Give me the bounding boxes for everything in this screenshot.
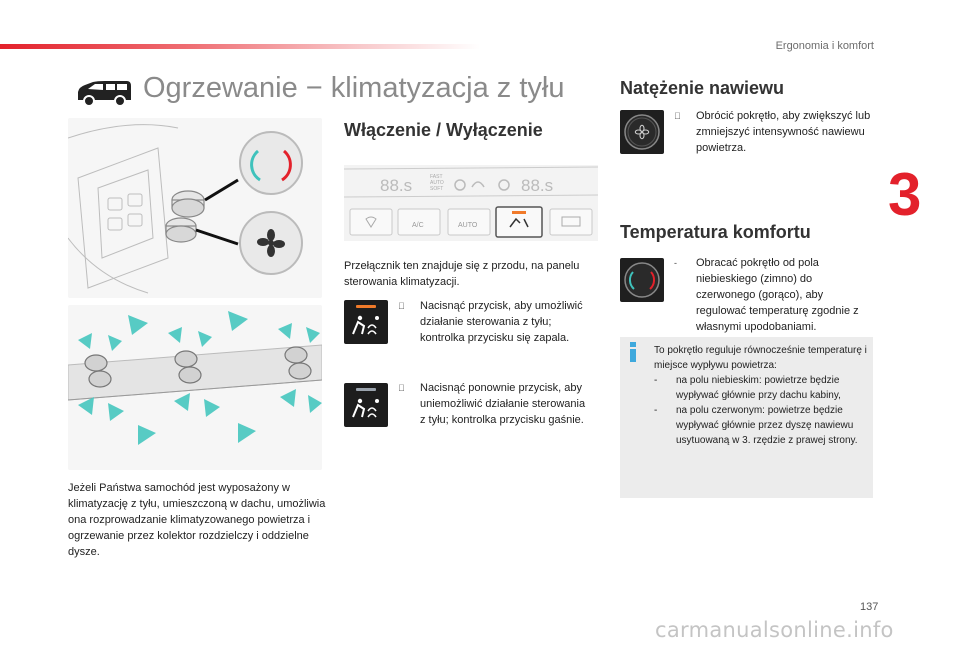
step-disable-rear: Nacisnąć ponownie przycisk, aby uniemożliwić działanie sterowania z tyłu; kontrolka przycisku gaśnie. [398, 380, 586, 428]
rear-climate-button-on-icon [344, 300, 388, 344]
dash-marker: - [674, 258, 677, 268]
mode-auto-label: AUTO [430, 180, 444, 186]
page-title: Ogrzewanie − klimatyzacja z tyłu [143, 72, 565, 104]
chapter-number: 3 [888, 161, 922, 228]
front-control-panel [344, 165, 598, 241]
info-text [654, 343, 868, 448]
defrost-button [350, 209, 392, 235]
indicator-led-off [356, 388, 376, 391]
page-number: 137 [860, 601, 879, 613]
airflow-heading: Natężenie nawiewu [620, 78, 785, 98]
on-off-intro: Przełącznik ten znajduje się z przodu, na panelu sterowania klimatyzacji. [344, 260, 580, 288]
header-accent-bar [0, 44, 480, 49]
right-temp-display: 88.s [521, 176, 554, 195]
mode-soft-label: SOFT [430, 186, 444, 192]
auto-label: AUTO [458, 222, 478, 229]
bullet-icon [398, 298, 405, 314]
info-icon [628, 342, 638, 362]
roof-vents-illustration [68, 305, 322, 470]
section-label: Ergonomia i komfort [775, 40, 874, 52]
info-item: - na polu niebieskim: powietrze będzie wypływać głównie przy dachu kabiny, [654, 375, 841, 401]
rear-climate-button-off-icon [344, 383, 388, 427]
rear-controls-illustration [68, 118, 322, 298]
temperature-heading: Temperatura komfortu [620, 222, 811, 242]
info-box [620, 337, 873, 498]
left-temp-display: 88.s [380, 176, 413, 195]
indicator-led-on [356, 305, 376, 308]
temperature-knob-icon [620, 258, 664, 302]
bullet-icon [674, 108, 681, 124]
fan-knob-icon [620, 110, 664, 154]
step-airflow: Obrócić pokrętło, aby zwiększyć lub zmniejszyć intensywność nawiewu powietrza. [674, 108, 874, 156]
watermark: carmanualsonline.info [655, 618, 894, 642]
rear-climate-description: Jeżeli Państwa samochód jest wyposażony w klimatyzację z tyłu, umieszczoną w dachu, umożliwia ona rozprowadzanie klimatyzowanego powietrza i ogrzewanie przez kolektor rozdzielczy i oddzielne dysze. [68, 482, 326, 558]
bullet-icon [398, 380, 405, 396]
van-icon [75, 80, 133, 108]
step-temperature: - Obracać pokrętło od pola niebieskiego (zimno) do czerwonego (gorąco), aby regulować temperaturę zgodnie z własnymi upodobaniami. [674, 257, 859, 333]
step-enable-rear: Nacisnąć przycisk, aby umożliwić działanie sterowania z tyłu; kontrolka przycisku się zapala. [398, 298, 586, 346]
ac-label: A/C [412, 222, 424, 229]
info-intro: To pokrętło reguluje równocześnie temperaturę i miejsce wypływu powietrza: [654, 345, 867, 371]
rear-defrost-button [550, 209, 592, 235]
mode-fast-label: FAST [430, 174, 443, 180]
info-item: - na polu czerwonym: powietrze będzie wypływać głównie przez dyszę nawiewu usytuowaną w 3. rzędzie z prawej strony. [654, 405, 858, 446]
on-off-heading: Włączenie / Wyłączenie [344, 120, 543, 140]
